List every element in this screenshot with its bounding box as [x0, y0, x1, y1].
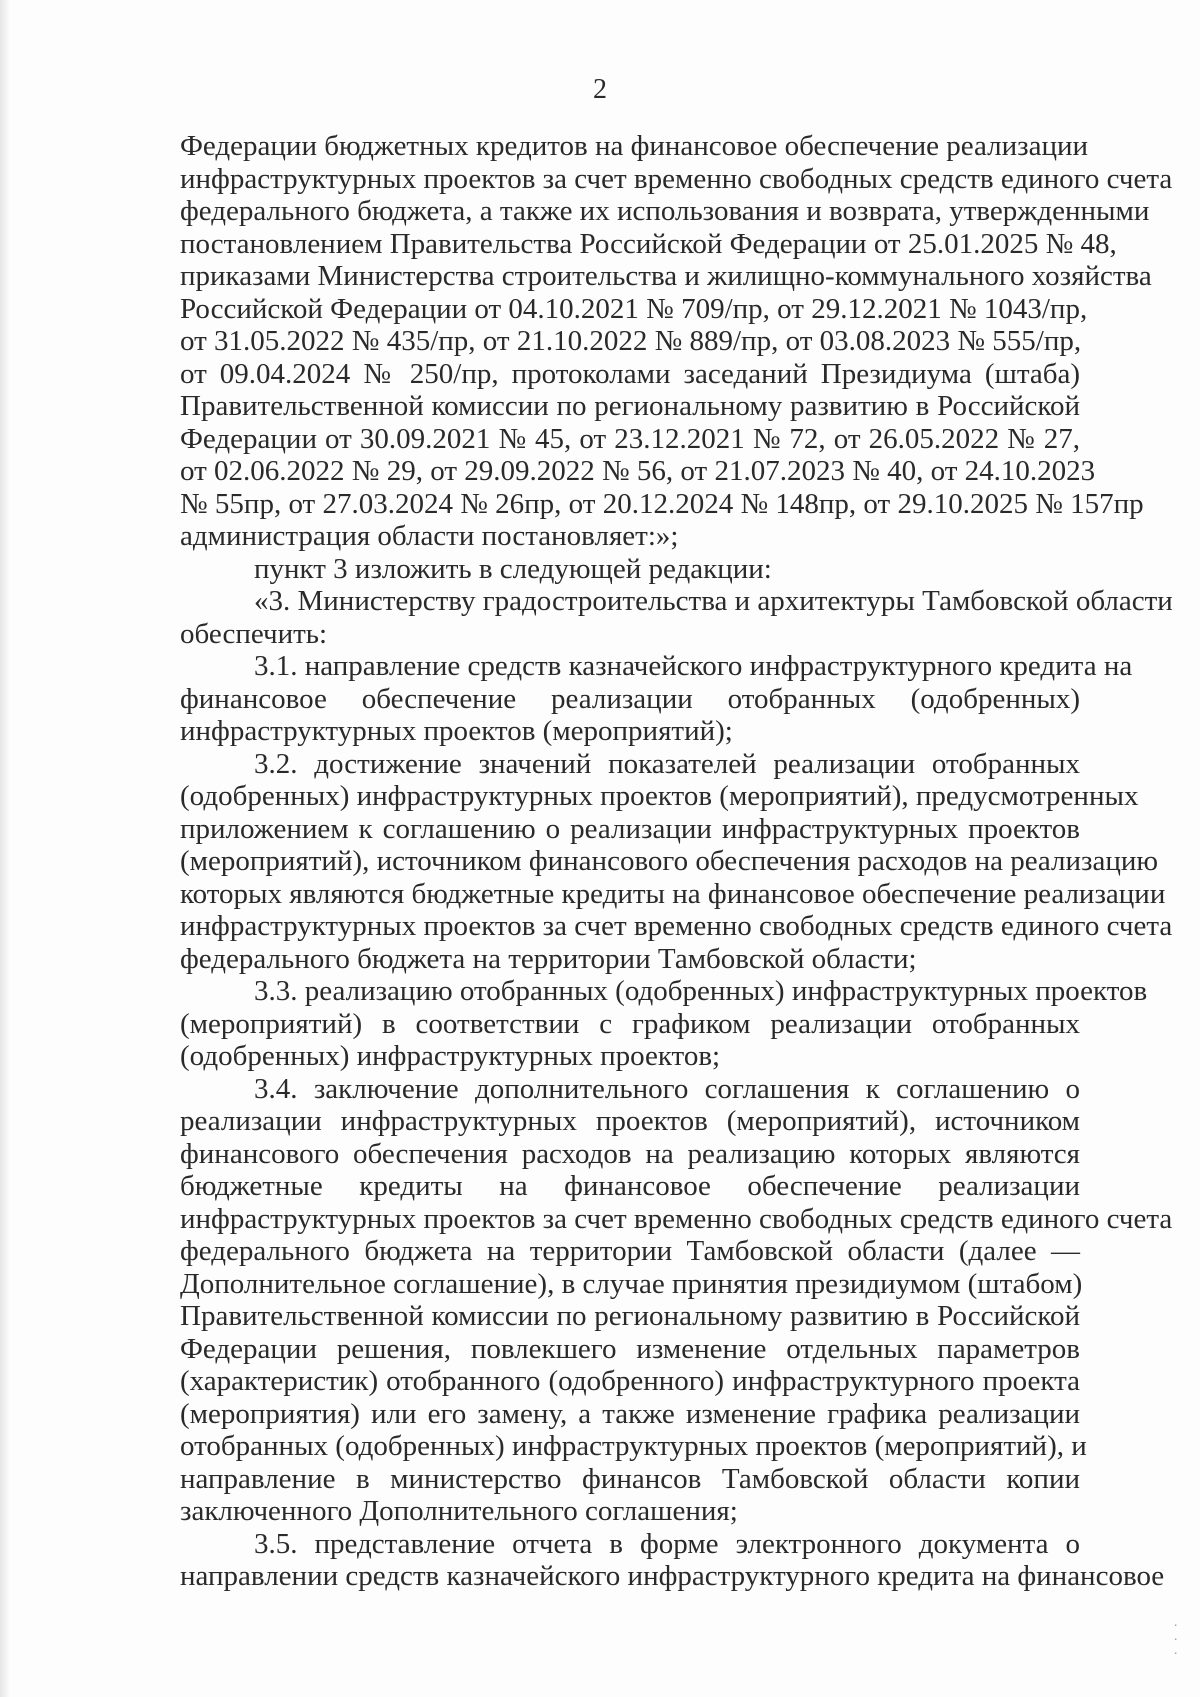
text-line: направлении средств казначейского инфраструктурного кредита на финансовое [180, 1560, 1165, 1592]
text-line: администрация области постановляет:»; [180, 520, 679, 552]
text-line: финансового обеспечения расходов на реализацию которых являются [180, 1137, 1080, 1170]
text-line: от 31.05.2022 № 435/пр, от 21.10.2022 № 889/пр, от 03.08.2023 № 555/пр, [180, 325, 1082, 357]
text-line: постановлением Правительства Российской Федерации от 25.01.2025 № 48, [180, 227, 1117, 260]
scan-artifact: · · · [1173, 1619, 1178, 1662]
text-line: инфраструктурных проектов за счет временно свободных средств единого счета [180, 1202, 1173, 1235]
document-body [180, 130, 1173, 1593]
text-line: Российской Федерации от 04.10.2021 № 709/пр, от 29.12.2021 № 1043/пр, [180, 292, 1088, 325]
text-line: инфраструктурных проектов за счет временно свободных средств единого счета [180, 162, 1173, 195]
text-line: 3.4. заключение дополнительного соглашения к соглашению о [254, 1072, 1080, 1105]
text-line: 3.3. реализацию отобранных (одобренных) инфраструктурных проектов [254, 975, 1148, 1007]
text-line: обеспечить: [180, 617, 328, 650]
text-line: «3. Министерству градостроительства и архитектуры Тамбовской области [254, 585, 1173, 617]
text-line: федерального бюджета на территории Тамбовской области (далее — [180, 1235, 1080, 1267]
text-line: федерального бюджета на территории Тамбовской области; [180, 942, 917, 975]
scan-left-edge [0, 0, 10, 1697]
text-line: инфраструктурных проектов за счет временно свободных средств единого счета [180, 910, 1173, 942]
text-line: пункт 3 изложить в следующей редакции: [254, 552, 772, 585]
text-line: от 09.04.2024 № 250/пр, протоколами заседаний Президиума (штаба) [180, 357, 1080, 390]
text-line: которых являются бюджетные кредиты на финансовое обеспечение реализации [180, 877, 1166, 910]
text-line: реализации инфраструктурных проектов (мероприятий), источником [180, 1105, 1080, 1137]
text-line: инфраструктурных проектов (мероприятий); [180, 715, 733, 747]
text-line: Федерации решения, повлекшего изменение отдельных параметров [180, 1332, 1080, 1365]
page-number: 2 [593, 74, 607, 105]
text-line: приложением к соглашению о реализации инфраструктурных проектов [180, 812, 1080, 845]
text-line: 3.2. достижение значений показателей реализации отобранных [254, 747, 1080, 780]
text-line: приказами Министерства строительства и жилищно-коммунального хозяйства [180, 260, 1152, 292]
text-line: федерального бюджета, а также их использования и возврата, утвержденными [180, 195, 1150, 227]
text-line: Федерации бюджетных кредитов на финансовое обеспечение реализации [180, 130, 1089, 162]
text-line: направление в министерство финансов Тамбовской области копии [180, 1462, 1080, 1495]
text-line: (характеристик) отобранного (одобренного) инфраструктурного проекта [180, 1365, 1080, 1397]
text-line: (мероприятия) или его замену, а также изменение графика реализации [180, 1397, 1080, 1430]
text-line: финансовое обеспечение реализации отобранных (одобренных) [180, 682, 1080, 715]
text-line: (мероприятий) в соответствии с графиком реализации отобранных [180, 1007, 1080, 1040]
text-line: № 55пр, от 27.03.2024 № 26пр, от 20.12.2024 № 148пр, от 29.10.2025 № 157пр [180, 487, 1144, 520]
text-line: 3.5. представление отчета в форме электронного документа о [254, 1527, 1080, 1560]
text-line: отобранных (одобренных) инфраструктурных проектов (мероприятий), и [180, 1430, 1087, 1462]
text-line: Дополнительное соглашение), в случае принятия президиумом (штабом) [180, 1267, 1083, 1300]
text-line: от 02.06.2022 № 29, от 29.09.2022 № 56, от 21.07.2023 № 40, от 24.10.2023 [180, 455, 1096, 487]
text-line: Правительственной комиссии по региональному развитию в Российской [180, 1300, 1080, 1332]
text-line: Федерации от 30.09.2021 № 45, от 23.12.2021 № 72, от 26.05.2022 № 27, [180, 422, 1080, 455]
text-line: (одобренных) инфраструктурных проектов (мероприятий), предусмотренных [180, 780, 1139, 812]
text-line: Правительственной комиссии по региональному развитию в Российской [180, 390, 1080, 422]
text-line: (одобренных) инфраструктурных проектов; [180, 1040, 721, 1072]
text-line: бюджетные кредиты на финансовое обеспечение реализации [180, 1170, 1080, 1202]
text-line: заключенного Дополнительного соглашения; [180, 1495, 738, 1527]
text-line: 3.1. направление средств казначейского инфраструктурного кредита на [254, 650, 1133, 682]
text-line: (мероприятий), источником финансового обеспечения расходов на реализацию [180, 845, 1159, 877]
